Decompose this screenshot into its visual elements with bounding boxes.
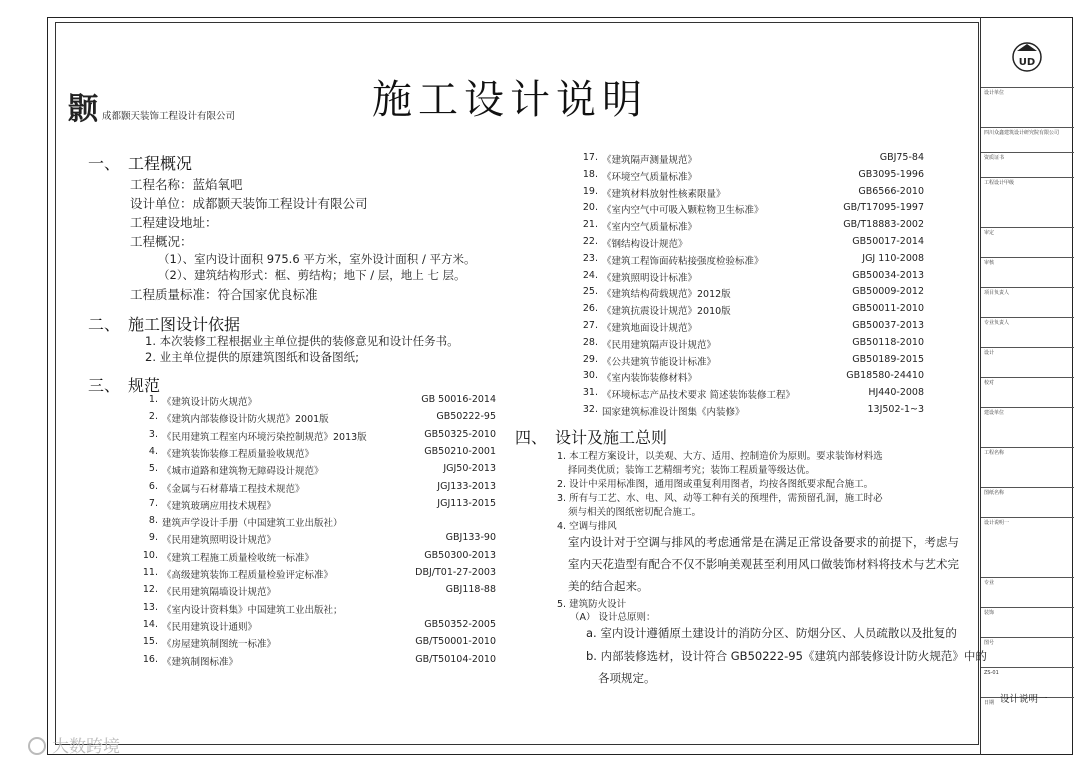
standard-title: 《建筑设计防火规范》 [162,397,258,408]
standard-number: 10. [142,549,158,561]
standard-row [574,303,924,319]
standard-number: 24. [582,269,598,281]
standard-code: GB50210-2001 [424,445,496,457]
standard-title: 《建筑内部装修设计防火规范》2001版 [162,414,329,426]
standard-code: GBJ133-90 [445,532,496,544]
title-block-cell: 图纸名称 [981,487,1074,517]
title-block-cell: 资质证书 [981,152,1074,177]
standard-number: 28. [582,336,598,348]
general-item-5: 5. 建筑防火设计 [557,599,627,610]
standard-number: 25. [582,286,598,298]
standard-number: 3. [148,428,158,440]
standard-row [138,481,496,497]
standard-number: 4. [148,445,158,457]
standard-title: 《室内空气中可吸入颗粒物卫生标准》 [602,205,764,217]
standard-number: 15. [142,636,158,648]
standard-title: 《建筑结构荷载规范》2012版 [602,289,731,301]
standard-code: GB6566-2010 [858,185,924,197]
drawing-name: 设计说明一 [1000,694,1048,705]
standard-number: 31. [582,387,598,399]
page-title: 施工设计说明 [372,77,648,123]
standard-code: GB50189-2015 [852,353,924,365]
standard-row [574,370,924,386]
standard-title: 《民用建筑照明设计规范》 [162,535,277,547]
hvac-text-2: 室内天花造型有配合不仅不影响美观甚至利用风口做装饰材料将技术与艺术完 [568,557,959,571]
title-block-cell: ZS-01 [981,667,1074,697]
standard-row [574,286,924,302]
title-block-cell: 图号 [981,637,1074,667]
standard-row [574,219,924,235]
standard-row [138,411,496,427]
title-block-cell: 装饰 [981,607,1074,637]
section-2-number: 二、 [88,315,121,334]
general-item-3b: 须与相关的图纸密切配合施工。 [568,507,702,518]
standard-row [574,152,924,168]
standard-number: 21. [582,219,598,231]
standard-code: GB50009-2012 [852,286,924,298]
standard-code: GB/T18883-2002 [843,219,924,231]
design-unit: 设计单位：成都颢天装饰工程设计有限公司 [130,196,368,211]
standard-title: 《建筑照明设计标准》 [602,272,698,284]
standard-row [138,498,496,514]
project-address: 工程建设地址： [130,215,218,230]
standard-title: 《建筑地面设计规范》 [602,323,698,334]
standard-title: 《室内空气质量标准》 [602,222,698,234]
title-block-cell: 工程设计甲级 [981,177,1074,227]
standard-row [574,337,924,353]
standard-code: GB18580-24410 [846,370,924,382]
standard-number: 9. [148,532,158,544]
title-block-cell: 校对 [981,377,1074,407]
standard-title: 《建筑材料放射性核素限量》 [602,188,726,200]
standard-row [138,550,496,566]
general-item-1a: 1. 本工程方案设计，以美观、大方、适用、控制造价为原则。要求装饰材料选 [557,451,883,462]
standard-number: 11. [142,567,158,578]
standard-title: 国家建筑标准设计图集《内装修》 [602,407,745,418]
standard-row [574,387,924,403]
fire-item-b: b. 内部装修选材，设计符合 GB50222-95《建筑内部装修设计防火规范》中的 [586,649,987,663]
fire-item-b-cont: 各项规定。 [598,671,656,685]
title-block-cell: 设计说明一 [981,517,1074,577]
standard-code: GB50222-95 [436,411,496,423]
standard-number: 8. [148,515,158,527]
fire-principle-label: （A） 设计总原则： [570,612,656,623]
standard-number: 20. [582,202,598,214]
standard-title: 《建筑玻璃应用技术规程》 [162,500,277,512]
standard-row [138,429,496,445]
title-block-panel [980,17,1073,755]
standard-row [574,202,924,218]
project-overview-label: 工程概况： [130,234,193,249]
title-block-cell: 审核 [981,257,1074,287]
standard-number: 29. [582,353,598,365]
standard-code: GB/T17095-1997 [843,202,924,214]
basis-item-2: 2. 业主单位提供的原建筑图纸和设备图纸; [145,350,360,364]
standard-code: GB3095-1996 [858,168,924,180]
hvac-text-3: 美的结合起来。 [568,579,649,593]
section-2-title [88,312,240,335]
project-name: 工程名称：蓝焰氧吧 [130,177,243,192]
standard-row [574,186,924,202]
section-4-number: 四、 [515,428,548,447]
standard-code: GB/T50104-2010 [415,653,496,665]
standard-title: 《建筑工程饰面砖粘接强度检验标准》 [602,255,764,267]
standard-row [138,567,496,583]
standard-title: 建筑声学设计手册（中国建筑工业出版社） [162,518,343,530]
standard-code: HJ440-2008 [868,387,924,399]
standard-title: 《钢结构设计规范》 [602,239,688,250]
standard-number: 23. [582,252,598,264]
quality-standard: 工程质量标准：符合国家优良标准 [130,287,318,302]
section-3-title [88,373,160,396]
title-block-cell: 项目负责人 [981,287,1074,317]
standard-code: GB50352-2005 [424,618,496,630]
standard-title: 《民用建筑设计通则》 [162,621,258,633]
standard-code: GB 50016-2014 [421,394,496,405]
standard-code: GB50017-2014 [852,236,924,247]
section-3-heading: 规范 [128,376,161,395]
standard-number: 18. [582,168,598,180]
standard-number: 6. [148,480,158,492]
title-block-cell: 四川众鑫建筑设计研究院有限公司 [981,127,1074,152]
standard-row [574,253,924,269]
general-item-3a: 3. 所有与工艺、水、电、风、动等工种有关的预埋件，需预留孔洞，施工时必 [557,493,883,504]
standard-title: 《环境空气质量标准》 [602,171,698,183]
standard-row [138,515,496,531]
standard-code: GBJ75-84 [879,152,924,163]
standard-number: 7. [148,497,158,509]
standard-number: 19. [582,185,598,197]
title-block-cell: 设计单位 [981,87,1074,127]
standard-title: 《民用建筑工程室内环境污染控制规范》2013版 [162,431,367,443]
standard-title: 《民用建筑隔墙设计规范》 [162,587,277,599]
section-1-heading: 工程概况 [128,154,193,173]
title-block-cell: 专业负责人 [981,317,1074,347]
logo-company-name: 成都颢天装饰工程设计有限公司 [102,111,236,122]
standard-row [138,584,496,600]
standard-row [138,654,496,670]
standard-number: 30. [582,370,598,382]
standard-title: 《高级建筑装饰工程质量检验评定标准》 [162,570,334,581]
watermark-text: 大数跨境 [52,737,120,757]
standard-row [574,169,924,185]
standard-title: 《建筑隔声测量规范》 [602,155,698,166]
title-block-cell: 建设单位 [981,407,1074,447]
design-institute-logo-icon [1011,41,1043,73]
standard-row [138,446,496,462]
section-3-number: 三、 [88,376,121,395]
standard-title: 《房屋建筑制图统一标准》 [162,639,277,651]
standard-number: 12. [142,584,158,596]
standard-row [574,320,924,336]
standard-number: 22. [582,236,598,247]
standard-title: 《室内设计资料集》中国建筑工业出版社； [162,604,343,616]
standard-row [138,463,496,479]
standard-number: 1. [148,394,158,405]
section-4-title [515,425,667,448]
standard-number: 32. [582,404,598,415]
standard-title: 《建筑装饰装修工程质量验收规范》 [162,448,315,460]
section-2-heading: 施工图设计依据 [128,315,241,334]
title-block-cell: 审定 [981,227,1074,257]
title-block-cell: 专业 [981,577,1074,607]
standard-code: GB50118-2010 [852,336,924,348]
company-logo [68,84,268,127]
standard-title: 《民用建筑隔声设计规范》 [602,339,717,351]
standard-code: JGJ 110-2008 [862,252,924,264]
standard-title: 《建筑抗震设计规范》2010版 [602,306,731,318]
watermark-icon [28,737,46,755]
standard-title: 《金属与石材幕墙工程技术规范》 [162,483,305,495]
general-item-1b: 择同类优质；装饰工艺精细考究；装饰工程质量等级达优。 [568,465,816,476]
title-block-cell: 设计 [981,347,1074,377]
standard-row [138,394,496,410]
logo-ud-text: UD [1018,57,1036,68]
standard-row [138,532,496,548]
standard-title: 《公共建筑节能设计标准》 [602,356,717,368]
standard-title: 《建筑工程施工质量检收统一标准》 [162,552,315,564]
hvac-text-1: 室内设计对于空调与排风的考虑通常是在满足正常设备要求的前提下，考虑与 [568,535,959,549]
standard-code: JGJ50-2013 [443,463,496,475]
standard-code: DBJ/T01-27-2003 [415,567,496,578]
standard-code: GB50011-2010 [852,303,924,315]
standard-code: JGJ113-2015 [437,497,496,509]
section-1-number: 一、 [88,154,121,173]
standard-number: 16. [142,653,158,665]
general-item-4: 4. 空调与排风 [557,521,617,532]
section-1-title [88,151,192,174]
overview-item-2: （2）、建筑结构形式：框、剪结构；地下 / 层，地上 七 层。 [158,268,466,282]
standard-title: 《城市道路和建筑物无障碍设计规范》 [162,466,324,478]
standard-row [574,236,924,252]
standard-title: 《环境标志产品技术要求 简述装饰装修工程》 [602,390,796,402]
fire-item-a: a. 室内设计遵循原土建设计的消防分区、防烟分区、人员疏散以及批复的 [586,626,957,640]
logo-glyph: 颢 [68,92,96,127]
title-block-cell: 日期 [981,697,1074,755]
title-block-cell: 工程名称 [981,447,1074,487]
standard-code: GBJ118-88 [445,584,496,596]
general-item-2: 2. 设计中采用标准图，通用图或重复利用图者，均按各图纸要求配合施工。 [557,479,874,490]
standard-code: GB50325-2010 [424,428,496,440]
standard-code: GB/T50001-2010 [415,636,496,648]
standard-number: 14. [142,618,158,630]
standard-number: 5. [148,463,158,475]
standard-title: 《室内装饰装修材料》 [602,373,698,385]
standard-row [574,270,924,286]
standard-row [138,636,496,652]
standard-row [574,404,924,420]
basis-item-1: 1. 本次装修工程根据业主单位提供的装修意见和设计任务书。 [145,334,459,348]
watermark [28,732,120,757]
standard-code: JGJ133-2013 [437,480,496,492]
overview-item-1: （1）、室内设计面积 975.6 平方米，室外设计面积 / 平方米。 [158,252,476,266]
standard-number: 13. [142,601,158,613]
standard-number: 26. [582,303,598,315]
standard-number: 2. [148,411,158,423]
standard-title: 《建筑制图标准》 [162,656,239,668]
standard-row [138,602,496,618]
standard-number: 27. [582,320,598,331]
standard-code: 13J502-1~3 [867,404,924,415]
standard-code: GB50034-2013 [852,269,924,281]
standard-number: 17. [582,152,598,163]
standard-row [138,619,496,635]
standard-row [574,354,924,370]
section-4-heading: 设计及施工总则 [555,428,668,447]
standard-code: GB50300-2013 [424,549,496,561]
standard-code: GB50037-2013 [852,320,924,331]
